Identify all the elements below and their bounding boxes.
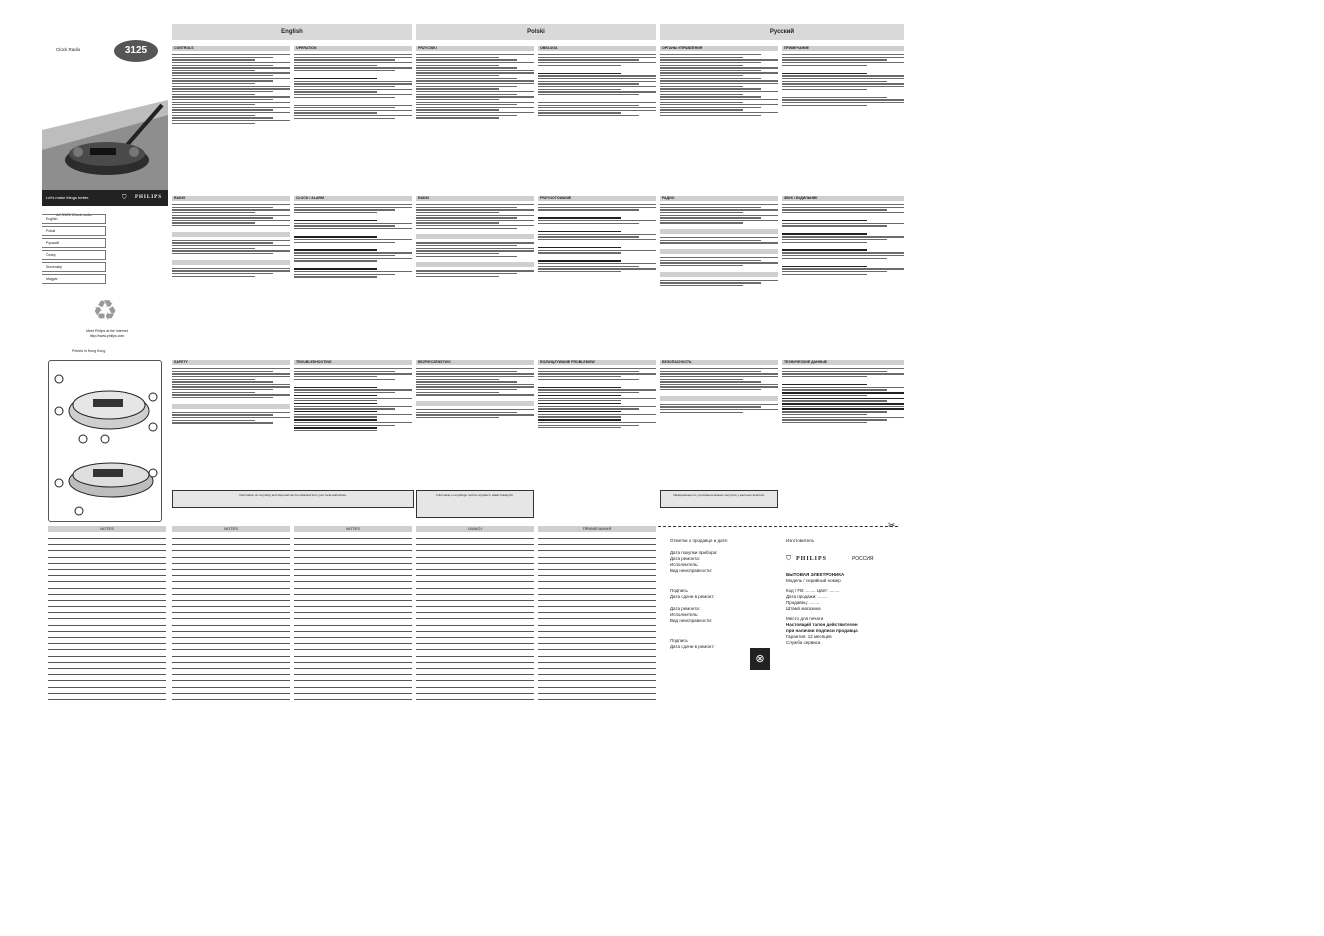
coupon-line: Дата сдачи в ремонт: <box>670 644 715 649</box>
notes-header: NOTES <box>172 526 290 532</box>
pl-elements-column <box>416 46 534 196</box>
coupon-line: Дата ремонта: <box>670 606 701 611</box>
cut-line <box>658 526 898 527</box>
cover-panel <box>42 40 168 206</box>
coupon-brand-row <box>786 556 902 566</box>
lang-bar-russian: Русский <box>660 24 904 40</box>
coupon-line: Дата ремонта: <box>670 556 701 561</box>
lang-bar-polski: Polski <box>416 24 656 40</box>
ru-alarm-column <box>782 196 904 356</box>
recycle-text <box>62 329 152 338</box>
ru-note-column <box>782 46 904 196</box>
radio-illustration <box>42 60 168 190</box>
notes-header: NOTES <box>48 526 166 532</box>
pl-safety-column <box>416 360 534 510</box>
ru-controls-column <box>660 46 778 196</box>
notes-header: NOTES <box>294 526 412 532</box>
section-title: БЕЗОПАСНОСТЬ <box>660 360 778 365</box>
lang-tab[interactable]: Česky <box>42 250 106 260</box>
section-title: PRZYCISKI <box>416 46 534 51</box>
section-title: TROUBLESHOOTING <box>294 360 412 365</box>
lang-tab[interactable]: Slovensky <box>42 262 106 272</box>
coupon-right-line: Гарантия: 12 месяцев <box>786 634 832 639</box>
warranty-coupon <box>658 530 904 700</box>
notes-header: ПРИМЕЧАНИЯ <box>538 526 656 532</box>
section-title: OPERATION <box>294 46 412 51</box>
coupon-left <box>670 538 780 650</box>
device-drawing <box>49 361 161 521</box>
coupon-line: Дата покупки прибора: <box>670 550 718 555</box>
pl-alarm-column <box>538 196 656 356</box>
coupon-right-line: Настоящий талон действителен <box>786 622 858 627</box>
coupon-right-line: Служба сервиса <box>786 640 821 645</box>
recycle-line: http://www.philips.com <box>89 333 125 338</box>
pl-troubleshooting-column <box>538 360 656 510</box>
recycle-line: Meet Philips at the Internet <box>86 329 128 333</box>
notes-column <box>416 526 534 704</box>
brand-strip <box>42 190 168 206</box>
lang-tab[interactable]: Magyar <box>42 274 106 284</box>
recycle-icon: ♻ <box>92 295 118 326</box>
product-badge-number: 3125 <box>124 45 148 56</box>
section-title: RADIO <box>172 196 290 201</box>
device-diagram <box>48 360 162 522</box>
coupon-line: Исполнитель: <box>670 562 699 567</box>
coupon-line: Отметки о продавце и дате: <box>670 538 729 543</box>
coupon-right-line: при наличии подписи продавца <box>786 628 858 633</box>
coupon-right-line: Дата продажи: ........ <box>786 594 828 599</box>
section-title: RADIO <box>416 196 534 201</box>
shield-icon: ⛉ <box>786 555 792 562</box>
coupon-right-line: Место для печати <box>786 616 824 621</box>
coupon-right-line: Модель / серийный номер <box>786 578 841 583</box>
section-title: РАДИО <box>660 196 778 201</box>
lang-tab[interactable]: Polski <box>42 226 106 236</box>
coupon-line: Вид неисправности: <box>670 618 713 623</box>
stamp-icon: ⊗ <box>750 648 770 670</box>
pl-radio-column <box>416 196 534 356</box>
coupon-right-line: Код / FB: ........ Цвет: ........ <box>786 588 840 593</box>
info-box-ru: Информацию по утилизации можно получить у местных властей. <box>660 490 778 508</box>
product-badge <box>114 40 158 62</box>
coupon-right-line: Штамп магазина <box>786 606 821 611</box>
section-title: SAFETY <box>172 360 290 365</box>
section-title: ROZWIĄZYWANIE PROBLEMÓW <box>538 360 656 365</box>
lang-bar-english: English <box>172 24 412 40</box>
printed-in: Printed in Hong Kong <box>72 349 106 353</box>
en-safety-column <box>172 360 290 510</box>
coupon-right-line: БЫТОВАЯ ЭЛЕКТРОНИКА <box>786 572 845 577</box>
info-box-pl: Informacje o recyklingu można uzyskać u władz lokalnych. <box>416 490 534 518</box>
lang-tab[interactable]: English <box>42 214 106 224</box>
coupon-right-line: Продавец: ........ <box>786 600 820 605</box>
notes-column <box>172 526 290 704</box>
section-title: BEZPIECZEŃSTWO <box>416 360 534 365</box>
scissors-icon: ✂ <box>888 520 896 530</box>
section-title: PRZYGOTOWANIE <box>538 196 656 201</box>
coupon-line: Исполнитель: <box>670 612 699 617</box>
en-troubleshooting-column <box>294 360 412 510</box>
en-radio-column <box>172 196 290 356</box>
coupon-line: Подпись <box>670 638 688 643</box>
section-title: OBSŁUGA <box>538 46 656 51</box>
en-operation-column <box>294 46 412 196</box>
notes-column <box>48 526 166 704</box>
lang-tab[interactable]: Русский <box>42 238 106 248</box>
section-title: ТЕХНИЧЕСКИЕ ДАННЫЕ <box>782 360 904 365</box>
notes-header: UWAGI <box>416 526 534 532</box>
ru-radio-column <box>660 196 778 356</box>
notes-column <box>538 526 656 704</box>
model-text: AJ 3125 Clock radio <box>56 212 92 217</box>
product-line-text: Clock Radio <box>56 47 81 52</box>
info-box-en: Information on recycling and disposal can be obtained from your local authorities. <box>172 490 414 508</box>
coupon-brand: PHILIPS <box>796 556 828 562</box>
ru-safety-column <box>660 360 778 510</box>
coupon-right-title: Изготовитель <box>786 538 814 543</box>
coupon-line: Подпись <box>670 588 688 593</box>
section-title: CONTROLS <box>172 46 290 51</box>
coupon-country: РОССИЯ <box>852 556 874 562</box>
coupon-right <box>786 538 902 646</box>
coupon-line: Вид неисправности: <box>670 568 713 573</box>
pl-operation-column <box>538 46 656 196</box>
section-title: ОРГАНЫ УПРАВЛЕНИЯ <box>660 46 778 51</box>
language-tab-list <box>42 214 106 284</box>
section-title: CLOCK / ALARM <box>294 196 412 201</box>
notes-column <box>294 526 412 704</box>
shield-icon: ⛉ <box>122 195 127 201</box>
brand-logo: PHILIPS <box>134 195 162 200</box>
en-alarm-column <box>294 196 412 356</box>
en-controls-column <box>172 46 290 196</box>
section-title: ЗВУК / БУДИЛЬНИК <box>782 196 904 201</box>
brand-tagline: Let's make things better. <box>46 195 90 200</box>
section-title: ПРИМЕЧАНИЕ <box>782 46 904 51</box>
ru-specs-column <box>782 360 904 510</box>
coupon-line: Дата сдачи в ремонт: <box>670 594 715 599</box>
